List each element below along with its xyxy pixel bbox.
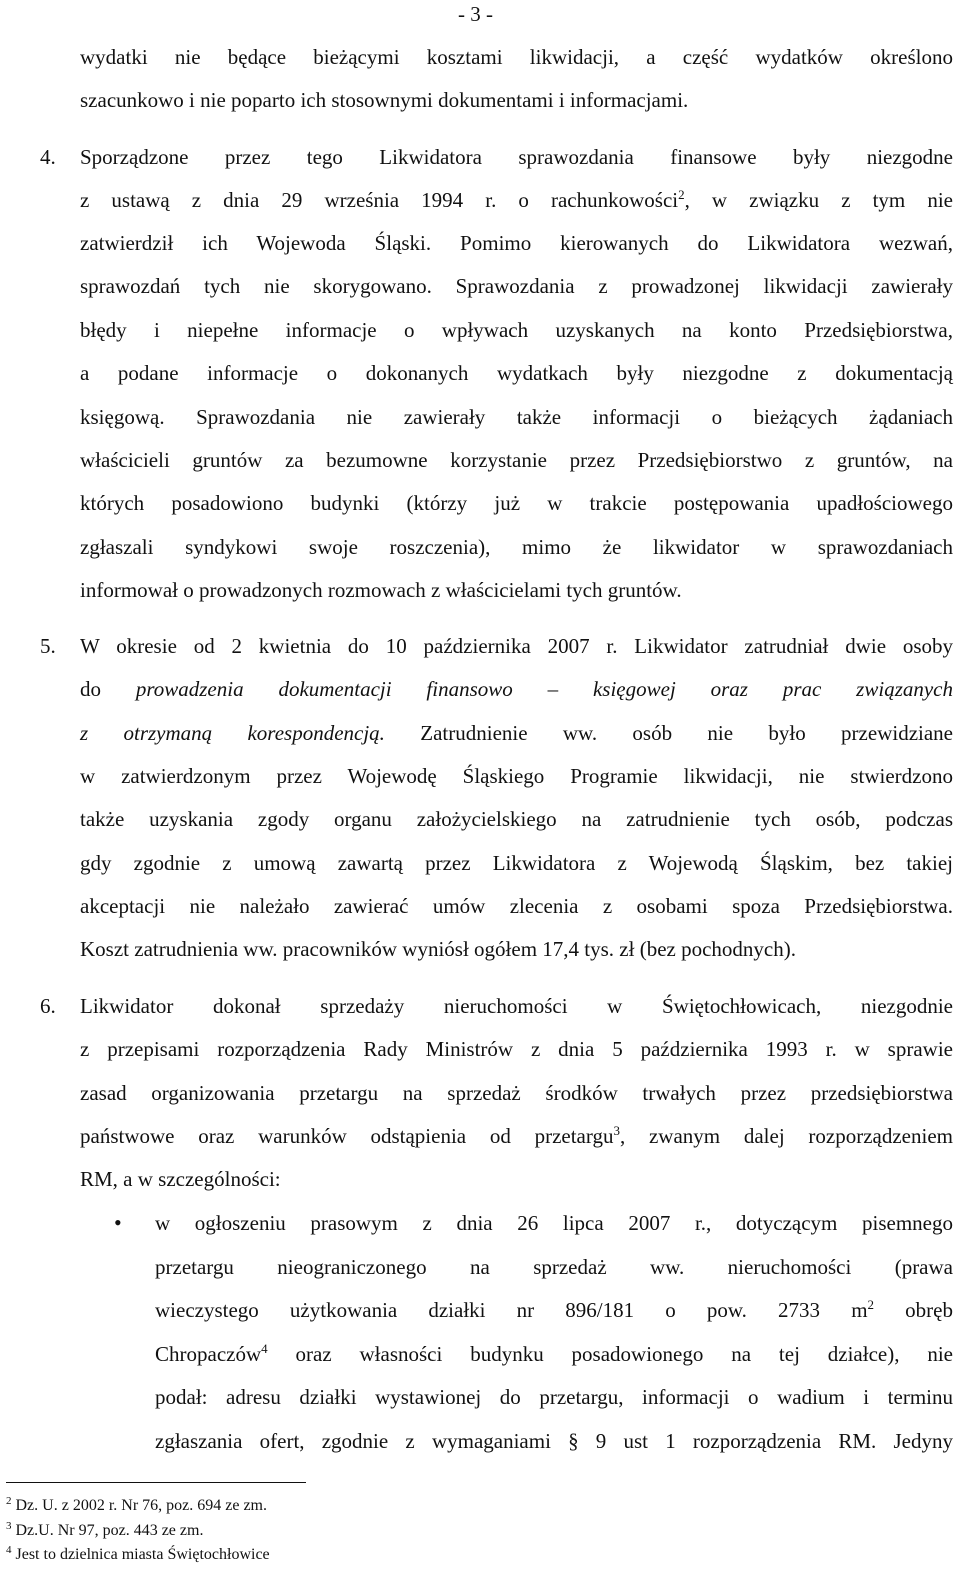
text-line: do prowadzenia dokumentacji finansowo – księgowej oraz prac związanych [80, 677, 954, 701]
text-line: których posadowiono budynki (którzy już w trakcie postępowania upadłościowego [80, 491, 953, 515]
text-line: Likwidator dokonał sprzedaży nieruchomości w Świętochłowicach, niezgodnie [80, 994, 953, 1018]
page-number: - 3 - [458, 2, 493, 26]
text-line: w zatwierdzonym przez Wojewodę Śląskiego Programie likwidacji, nie stwierdzono [80, 764, 953, 788]
footnote-ref: 3 [613, 1123, 620, 1138]
footnote-separator [6, 1482, 306, 1483]
text-line: zatwierdził ich Wojewoda Śląski. Pomimo kierowanych do Likwidatora wezwań, [80, 231, 953, 255]
text-line: także uzyskania zgody organu założycielskiego na zatrudnienie tych osób, podczas [80, 807, 953, 831]
text-line: z otrzymaną korespondencją. Zatrudnienie ww. osób nie było przewidziane [80, 721, 953, 745]
footnote: $^4$ Jest to dzielnica miasta Świętochłowice [6, 1544, 270, 1563]
text-line: RM, a w szczególności: [80, 1167, 281, 1191]
text-line: Sporządzone przez tego Likwidatora sprawozdania finansowe były niezgodne [80, 145, 953, 169]
item-number: 5. [40, 634, 56, 658]
text-line: sprawozdań tych nie skorygowano. Sprawozdania z prowadzonej likwidacji zawierały [80, 274, 953, 298]
text-line: w ogłoszeniu prasowym z dnia 26 lipca 2007 r., dotyczącym pisemnego [155, 1211, 953, 1235]
text-line: W okresie od 2 kwietnia do 10 października 2007 r. Likwidator zatrudniał dwie osoby [80, 634, 953, 658]
bullet-icon: • [114, 1210, 122, 1235]
text-line: wieczystego użytkowania działki nr 896/181 o pow. 2733 $m^2$ obręb [155, 1297, 953, 1322]
text-line: a podane informacje o dokonanych wydatkach były niezgodne z dokumentacją [80, 361, 953, 385]
text-line: podał: adresu działki wystawionej do przetargu, informacji o wadium i terminu [155, 1385, 953, 1409]
footnote: $^3$ Dz.U. Nr 97, poz. 443 ze zm. [6, 1520, 204, 1539]
text-line: zgłaszali syndykowi swoje roszczenia), mimo że likwidator w sprawozdaniach [80, 535, 953, 559]
footnote-ref: 4 [261, 1341, 268, 1356]
footnote-ref: 2 [678, 187, 685, 202]
text-line: Chropaczów$^4$ oraz własności budynku posadowionego na tej działce), nie [155, 1341, 953, 1366]
text-line: informował o prowadzonych rozmowach z właścicielami tych gruntów. [80, 578, 682, 602]
text-line: błędy i niepełne informacje o wpływach uzyskanych na konto Przedsiębiorstwa, [80, 318, 953, 342]
text-line: księgową. Sprawozdania nie zawierały także informacji o bieżących żądaniach [80, 405, 953, 429]
item-number: 4. [40, 145, 56, 169]
text-line: właścicieli gruntów za bezumowne korzystanie przez Przedsiębiorstwo z gruntów, na [80, 448, 953, 472]
text-line: państwowe oraz warunków odstąpienia od przetargu$^3$, zwanym dalej rozporządzeniem [80, 1123, 953, 1148]
text-line: przetargu nieograniczonego na sprzedaż ww. nieruchomości (prawa [155, 1255, 953, 1279]
text-line: akceptacji nie należało zawierać umów zlecenia z osobami spoza Przedsiębiorstwa. [80, 894, 953, 918]
text-line: wydatki nie będące bieżącymi kosztami likwidacji, a część wydatków określono [80, 45, 953, 69]
footnote: $^2$ Dz. U. z 2002 r. Nr 76, poz. 694 ze zm. [6, 1495, 267, 1514]
text-line: szacunkowo i nie poparto ich stosownymi dokumentami i informacjami. [80, 88, 689, 112]
text-line: zgłaszania ofert, zgodnie z wymaganiami § 9 ust 1 rozporządzenia RM. Jedyny [155, 1429, 953, 1453]
superscript: 2 [867, 1297, 875, 1312]
text-line: z ustawą z dnia 29 września 1994 r. o rachunkowości$^2$, w związku z tym nie [80, 187, 953, 212]
text-line: z przepisami rozporządzenia Rady Ministrów z dnia 5 października 1993 r. w sprawie [80, 1037, 953, 1061]
text-line: zasad organizowania przetargu na sprzedaż środków trwałych przez przedsiębiorstwa [80, 1081, 953, 1105]
text-line: Koszt zatrudnienia ww. pracowników wyniósł ogółem 17,4 tys. zł (bez pochodnych). [80, 937, 796, 961]
text-line: gdy zgodnie z umową zawartą przez Likwidatora z Wojewodą Śląskim, bez takiej [80, 851, 953, 875]
item-number: 6. [40, 994, 56, 1018]
